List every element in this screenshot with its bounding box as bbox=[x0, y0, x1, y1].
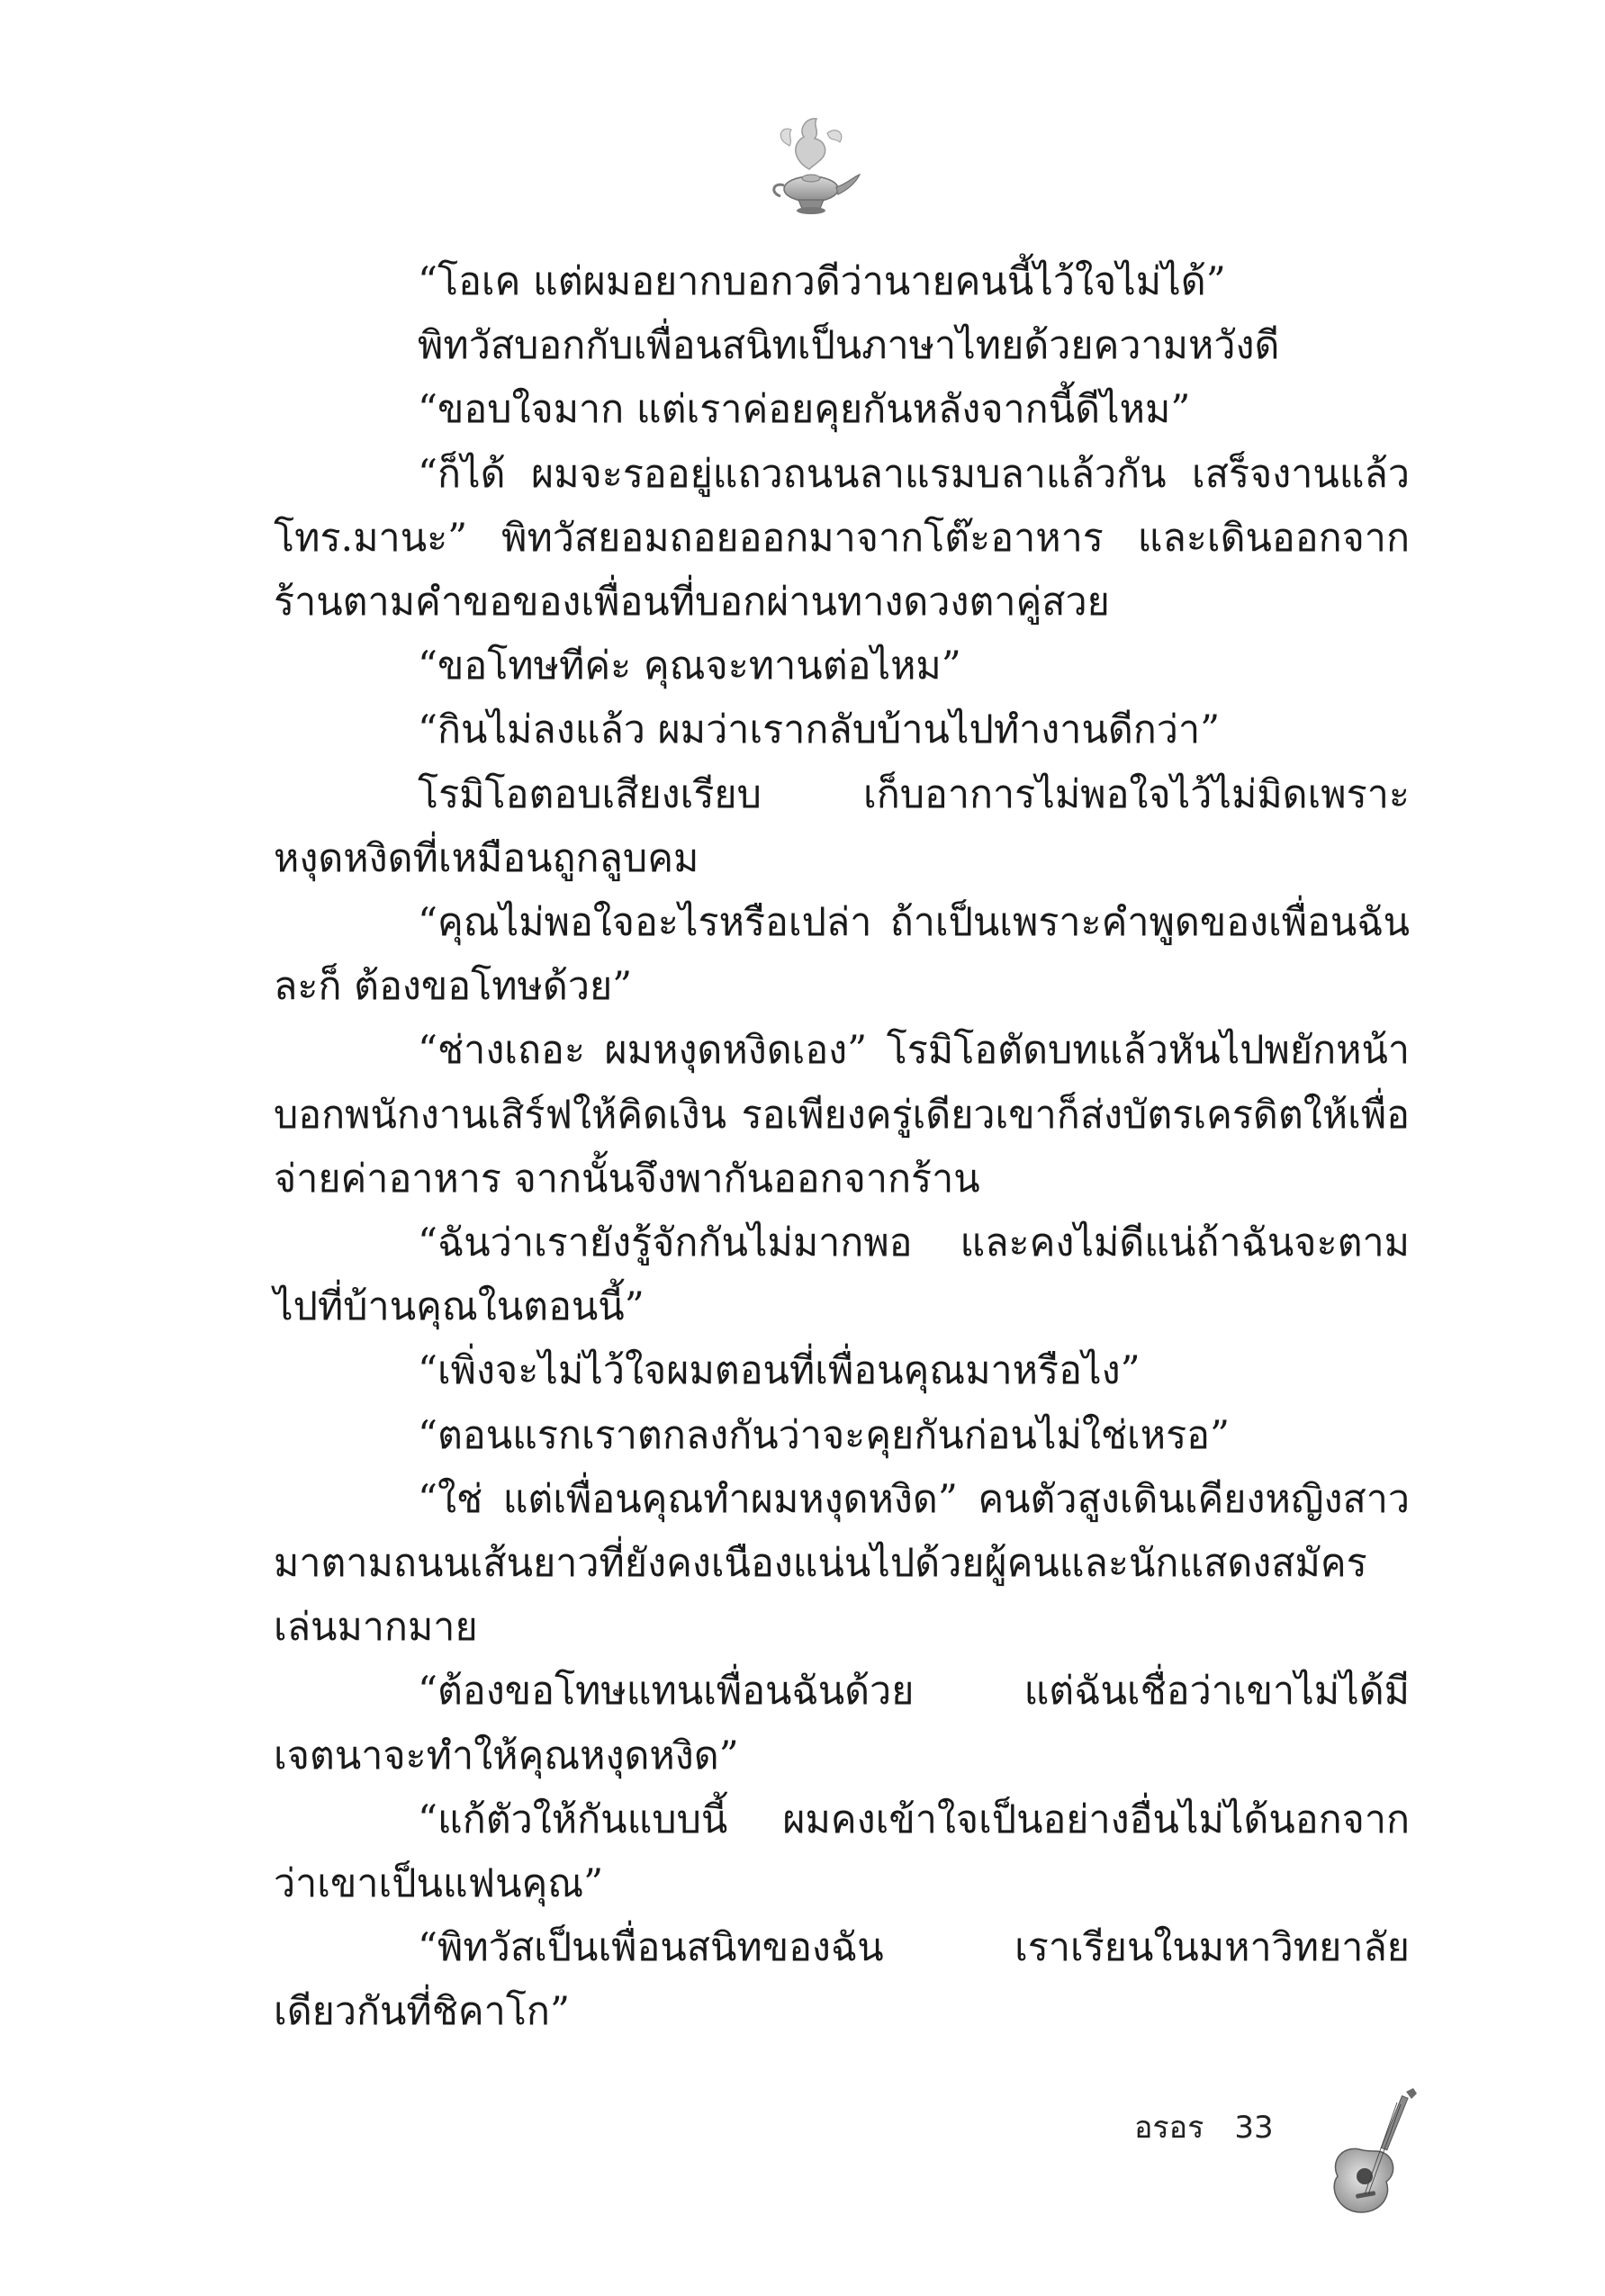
guitar-icon bbox=[1323, 2086, 1431, 2221]
paragraph: “คุณไม่พอใจอะไรหรือเปล่า ถ้าเป็นเพราะคำพูดของเพื่อนฉันละก็ ต้องขอโทษด้วย” bbox=[274, 900, 1410, 1010]
paragraph: “โอเค แต่ผมอยากบอกวดีว่านายคนนี้ไว้ใจไม่ได้” bbox=[418, 259, 1226, 304]
paragraph: “แก้ตัวให้กันแบบนี้ ผมคงเข้าใจเป็นอย่างอื่นไม่ได้นอกจากว่าเขาเป็นแฟนคุณ” bbox=[274, 1796, 1410, 1907]
page-number: 33 bbox=[1234, 2110, 1274, 2146]
paragraph: “ก็ได้ ผมจะรออยู่แถวถนนลาแรมบลาแล้วกัน เสร็จงานแล้วโทร.มานะ” พิทวัสยอมถอยออกมาจากโต๊ะอาหาร และเดินออกจากร้านตามคำขอของเพื่อนที่บอกผ่านทางดวงตาคู่สวย bbox=[274, 451, 1410, 626]
genie-lamp-icon bbox=[757, 106, 865, 228]
paragraph: “ขอบใจมาก แต่เราค่อยคุยกันหลังจากนี้ดีไหม” bbox=[418, 387, 1191, 433]
paragraph: “ตอนแรกเราตกลงกันว่าจะคุยกันก่อนไม่ใช่เหรอ” bbox=[418, 1412, 1230, 1458]
footer-label bbox=[1134, 2102, 1274, 2151]
author-name: อรอร bbox=[1134, 2110, 1204, 2146]
paragraph: “เพิ่งจะไม่ไว้ใจผมตอนที่เพื่อนคุณมาหรือไง” bbox=[418, 1348, 1141, 1394]
paragraph: โรมิโอตอบเสียงเรียบ เก็บอาการไม่พอใจไว้ไม่มิดเพราะหงุดหงิดที่เหมือนถูกลูบคม bbox=[274, 771, 1410, 881]
paragraph: “พิทวัสเป็นเพื่อนสนิทของฉัน เราเรียนในมหาวิทยาลัยเดียวกันที่ชิคาโก” bbox=[274, 1925, 1410, 2035]
paragraph: “ต้องขอโทษแทนเพื่อนฉันด้วย แต่ฉันเชื่อว่าเขาไม่ได้มีเจตนาจะทำให้คุณหงุดหงิด” bbox=[274, 1669, 1410, 1778]
page-footer bbox=[1134, 2086, 1566, 2266]
paragraph: “ใช่ แต่เพื่อนคุณทำผมหงุดหงิด” คนตัวสูงเดินเคียงหญิงสาวมาตามถนนเส้นยาวที่ยังคงเนืองแน่นไปด้วยผู้คนและนักแสดงสมัครเล่นมากมาย bbox=[274, 1476, 1410, 1651]
paragraph: พิทวัสบอกกับเพื่อนสนิทเป็นภาษาไทยด้วยความหวังดี bbox=[418, 323, 1280, 369]
paragraph: “ขอโทษทีค่ะ คุณจะทานต่อไหม” bbox=[418, 644, 961, 689]
paragraph: “กินไม่ลงแล้ว ผมว่าเรากลับบ้านไปทำงานดีกว่า” bbox=[418, 707, 1221, 753]
paragraph: “ช่างเถอะ ผมหงุดหงิดเอง” โรมิโอตัดบทแล้วหันไปพยักหน้าบอกพนักงานเสิร์ฟให้คิดเงิน รอเพียงครู่เดียวเขาก็ส่งบัตรเครดิตให้เพื่อจ่ายค่าอาหาร จากนั้นจึงพากันออกจากร้าน bbox=[274, 1028, 1410, 1202]
paragraph: “ฉันว่าเรายังรู้จักกันไม่มากพอ และคงไม่ดีแน่ถ้าฉันจะตามไปที่บ้านคุณในตอนนี้” bbox=[274, 1220, 1410, 1330]
body-text bbox=[274, 250, 1410, 2045]
